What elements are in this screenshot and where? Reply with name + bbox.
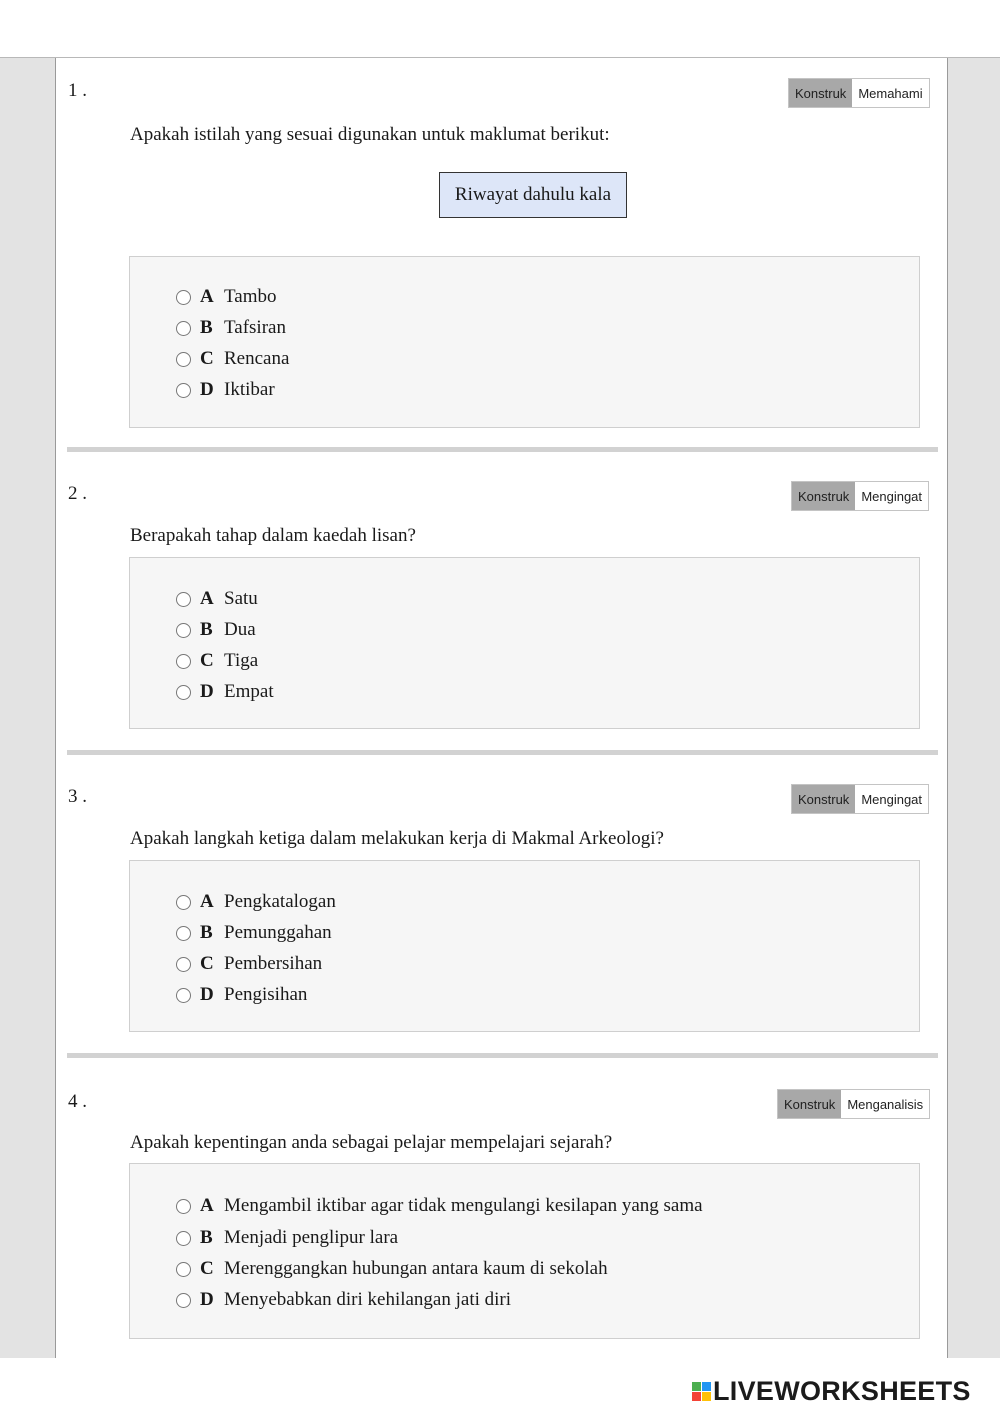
radio-circle-icon[interactable] [176,383,191,398]
option-text: Tambo [224,286,277,307]
logo-square-red [692,1392,701,1401]
option-letter: D [200,984,214,1005]
option-a[interactable] [176,588,258,610]
construct-label: Konstruk [789,79,852,107]
logo-square-blue [702,1382,711,1391]
liveworksheets-logo[interactable] [692,1376,971,1407]
options-box [129,256,920,428]
construct-value: Menganalisis [841,1090,929,1118]
option-letter: B [200,619,213,640]
radio-circle-icon[interactable] [176,1262,191,1277]
question-number: 2 . [68,483,87,504]
radio-circle-icon[interactable] [176,352,191,367]
option-text: Empat [224,681,274,702]
option-letter: B [200,317,213,338]
logo-text: LIVEWORKSHEETS [713,1376,971,1406]
option-c[interactable] [176,650,258,672]
left-margin [0,58,56,1358]
radio-circle-icon[interactable] [176,290,191,305]
option-b[interactable] [176,619,256,641]
construct-value: Mengingat [855,482,928,510]
option-text: Mengambil iktibar agar tidak mengulangi kesilapan yang sama [224,1195,703,1216]
options-box [129,557,920,729]
option-text: Menjadi penglipur lara [224,1227,399,1248]
radio-circle-icon[interactable] [176,1293,191,1308]
radio-circle-icon[interactable] [176,654,191,669]
question-divider [67,447,938,452]
question-divider [67,750,938,755]
construct-label: Konstruk [792,482,855,510]
construct-tag [791,784,929,814]
radio-circle-icon[interactable] [176,1231,191,1246]
construct-tag [791,481,929,511]
option-b[interactable] [176,317,286,339]
option-letter: D [200,1289,214,1310]
option-text: Tiga [224,650,259,671]
option-a[interactable] [176,286,277,308]
option-letter: A [200,286,214,307]
option-text: Pengkatalogan [224,891,336,912]
option-letter: C [200,1258,214,1279]
option-letter: A [200,588,214,609]
question-divider [67,1053,938,1058]
radio-circle-icon[interactable] [176,957,191,972]
construct-value: Memahami [852,79,928,107]
option-text: Menyebabkan diri kehilangan jati diri [224,1289,512,1310]
radio-circle-icon[interactable] [176,895,191,910]
option-b[interactable] [176,922,332,944]
question-text: Berapakah tahap dalam kaedah lisan? [130,525,416,546]
construct-tag [777,1089,930,1119]
option-text: Satu [224,588,258,609]
radio-circle-icon[interactable] [176,1199,191,1214]
radio-circle-icon[interactable] [176,926,191,941]
option-letter: C [200,348,214,369]
option-text: Rencana [224,348,290,369]
construct-label: Konstruk [778,1090,841,1118]
option-a[interactable] [176,1195,703,1217]
option-a[interactable] [176,891,336,913]
logo-square-yellow [702,1392,711,1401]
option-c[interactable] [176,348,289,370]
option-text: Pengisihan [224,984,308,1005]
construct-value: Mengingat [855,785,928,813]
radio-circle-icon[interactable] [176,321,191,336]
radio-circle-icon[interactable] [176,988,191,1003]
option-letter: C [200,953,214,974]
option-text: Dua [224,619,256,640]
option-b[interactable] [176,1227,398,1249]
option-d[interactable] [176,1289,511,1311]
option-letter: D [200,379,214,400]
question-text: Apakah langkah ketiga dalam melakukan kerja di Makmal Arkeologi? [130,828,664,849]
option-letter: C [200,650,214,671]
options-box [129,860,920,1032]
option-letter: B [200,1227,213,1248]
info-box: Riwayat dahulu kala [439,172,627,218]
option-text: Iktibar [224,379,275,400]
question-number: 1 . [68,80,87,101]
option-letter: B [200,922,213,943]
option-text: Pembersihan [224,953,323,974]
question-number: 4 . [68,1091,87,1112]
logo-square-green [692,1382,701,1391]
radio-circle-icon[interactable] [176,685,191,700]
option-c[interactable] [176,953,322,975]
option-text: Tafsiran [224,317,286,338]
option-d[interactable] [176,681,274,703]
construct-label: Konstruk [792,785,855,813]
question-text: Apakah istilah yang sesuai digunakan untuk maklumat berikut: [130,124,610,145]
logo-grid-icon [692,1382,711,1401]
construct-tag [788,78,930,108]
right-margin [947,58,1000,1358]
worksheet-page [56,58,947,1358]
option-d[interactable] [176,984,307,1006]
option-text: Merenggangkan hubungan antara kaum di sekolah [224,1258,608,1279]
option-c[interactable] [176,1258,608,1280]
option-text: Pemunggahan [224,922,332,943]
options-box [129,1163,920,1339]
question-text: Apakah kepentingan anda sebagai pelajar mempelajari sejarah? [130,1132,613,1153]
question-number: 3 . [68,786,87,807]
option-letter: D [200,681,214,702]
option-letter: A [200,1195,214,1216]
top-strip [0,0,1000,58]
option-letter: A [200,891,214,912]
radio-circle-icon[interactable] [176,623,191,638]
option-d[interactable] [176,379,275,401]
radio-circle-icon[interactable] [176,592,191,607]
